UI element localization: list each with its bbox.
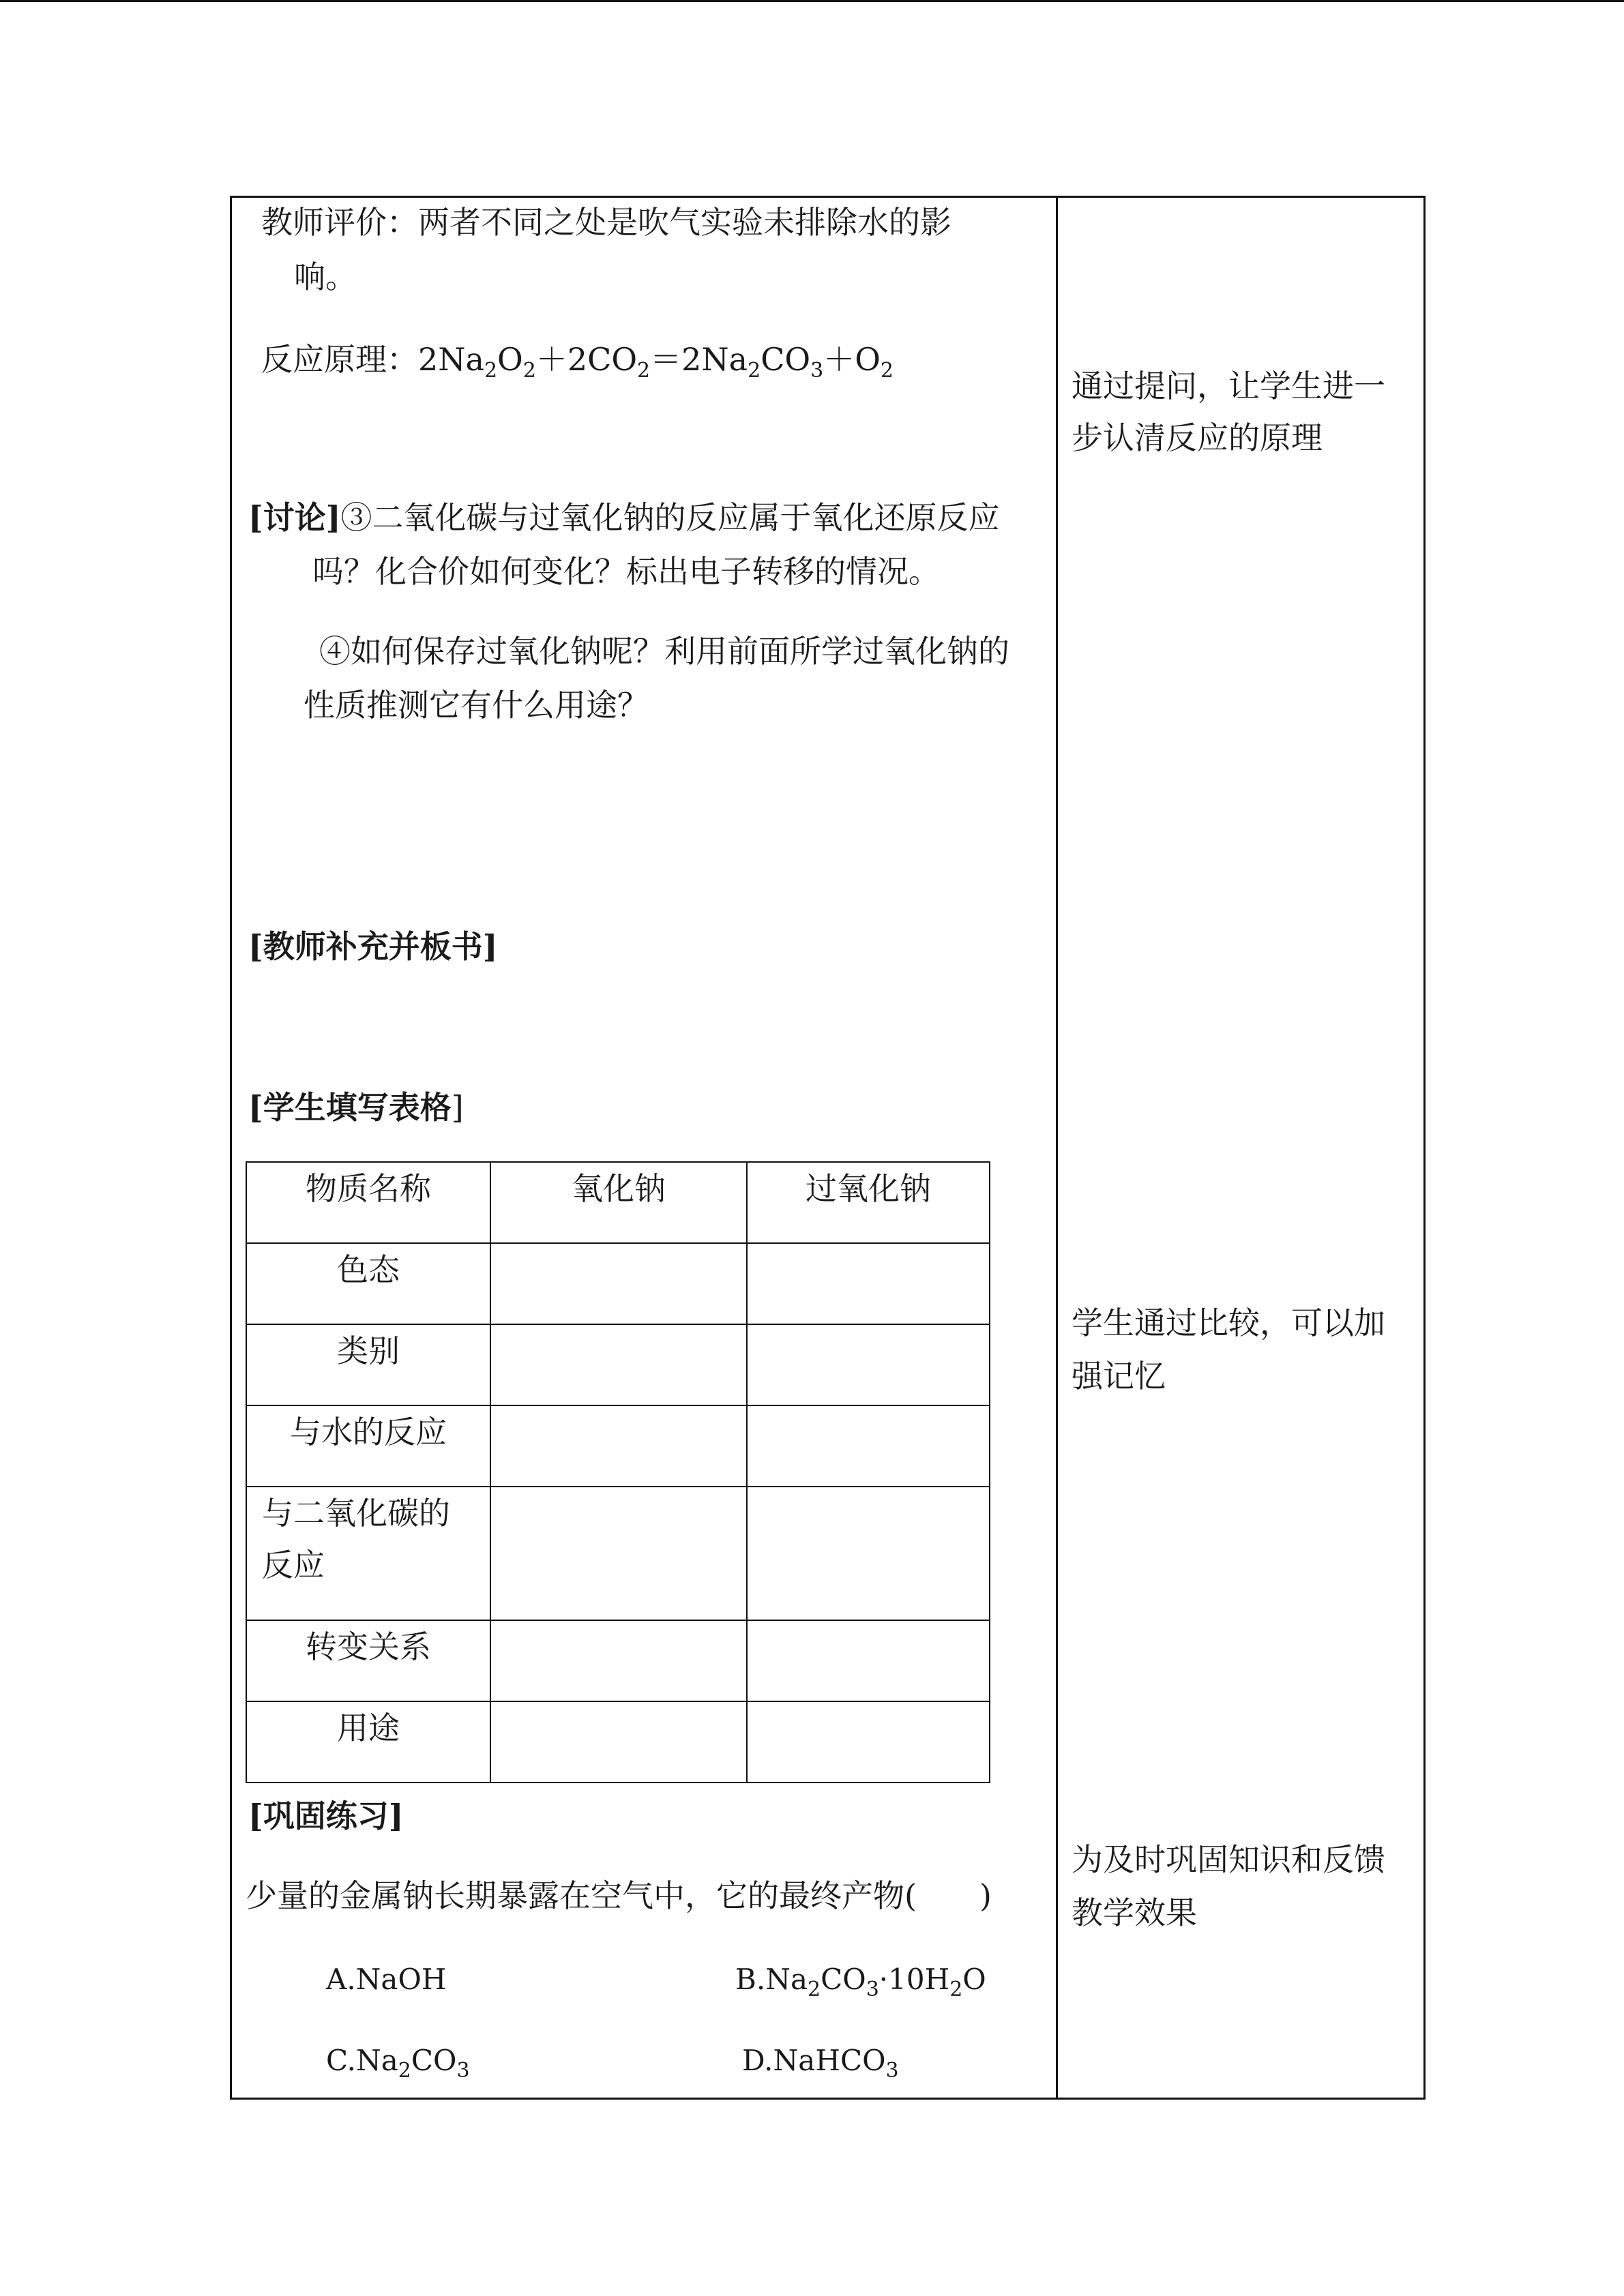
frame-bottom (230, 2098, 1426, 2100)
table-row (246, 1324, 990, 1405)
note-1-line1: 通过提问，让学生进一 (1072, 368, 1385, 404)
note-2-line2: 强记忆 (1072, 1358, 1166, 1395)
frame-left (230, 196, 232, 2100)
table-cell-empty[interactable] (747, 1620, 990, 1701)
student-fill-heading: [学生填写表格] (248, 1089, 464, 1126)
table-row (246, 1620, 990, 1701)
table-row (246, 1487, 990, 1620)
table-cell-empty[interactable] (490, 1324, 747, 1405)
table-row-label: 转变关系 (246, 1620, 490, 1701)
reaction-label: 反应原理： (261, 341, 418, 378)
option-c: $C.Na_2CO_3$ (326, 2044, 470, 2083)
note-3-line2: 教学效果 (1072, 1894, 1197, 1931)
practice-question: 少量的金属钠长期暴露在空气中，它的最终产物( ) (246, 1877, 992, 1914)
table-row (246, 1243, 990, 1324)
option-d: D.NaHCO$_3$ (742, 2044, 899, 2083)
discussion-q3-line1: [讨论]③二氧化碳与过氧化钠的反应属于氧化还原反应 (248, 499, 1000, 536)
table-cell-empty[interactable] (747, 1243, 990, 1324)
table-header-cell: 过氧化钠 (747, 1162, 990, 1243)
note-2-line1: 学生通过比较，可以加 (1072, 1304, 1385, 1341)
discussion-q4-line2: 性质推测它有什么用途？ (304, 687, 649, 724)
table-row (246, 1701, 990, 1783)
table-cell-empty[interactable] (747, 1405, 990, 1487)
teacher-eval-line2: 响。 (294, 258, 357, 295)
reaction-principle (261, 339, 894, 383)
table-cell-empty[interactable] (490, 1405, 747, 1487)
option-b: $B.Na_2CO_3\cdot 10H_2O$ (735, 1963, 986, 2001)
table-cell-empty[interactable] (490, 1487, 747, 1620)
table-cell-empty[interactable] (747, 1701, 990, 1783)
table-header-cell: 氧化钠 (490, 1162, 747, 1243)
option-a: A.NaOH (326, 1963, 447, 1996)
table-cell-empty[interactable] (490, 1701, 747, 1783)
table-row-label: 类别 (246, 1324, 490, 1405)
table-row-label: 色态 (246, 1243, 490, 1324)
frame-top (230, 196, 1426, 198)
discussion-q3-line2: 吗？化合价如何变化？标出电子转移的情况。 (312, 553, 940, 590)
table-row (246, 1405, 990, 1487)
teacher-supplement-heading: [教师补充并板书] (248, 928, 498, 965)
note-1-line2: 步认清反应的原理 (1072, 419, 1323, 456)
comparison-table (246, 1161, 990, 1783)
reaction-equation: $2Na_2O_2+2CO_2=2Na_2CO_3+O_2$ (418, 341, 894, 383)
discussion-tag: [讨论] (248, 499, 341, 536)
table-row-label: 用途 (246, 1701, 490, 1783)
note-3-line1: 为及时巩固知识和反馈 (1072, 1841, 1385, 1878)
table-row-label: 与水的反应 (246, 1405, 490, 1487)
table-cell-empty[interactable] (747, 1324, 990, 1405)
table-cell-empty[interactable] (490, 1243, 747, 1324)
discussion-q4-line1: ④如何保存过氧化钠呢？利用前面所学过氧化钠的 (319, 633, 1009, 670)
practice-heading: [巩固练习] (248, 1798, 404, 1834)
table-cell-empty[interactable] (747, 1487, 990, 1620)
page-top-border (0, 0, 1624, 2)
frame-right (1423, 196, 1426, 2100)
table-header-row (246, 1162, 990, 1243)
frame-divider (1056, 196, 1058, 2100)
table-row-label: 与二氧化碳的 反应 (246, 1487, 490, 1620)
table-header-cell: 物质名称 (246, 1162, 490, 1243)
table-cell-empty[interactable] (490, 1620, 747, 1701)
teacher-eval-line1: 教师评价：两者不同之处是吹气实验未排除水的影 (261, 204, 951, 241)
